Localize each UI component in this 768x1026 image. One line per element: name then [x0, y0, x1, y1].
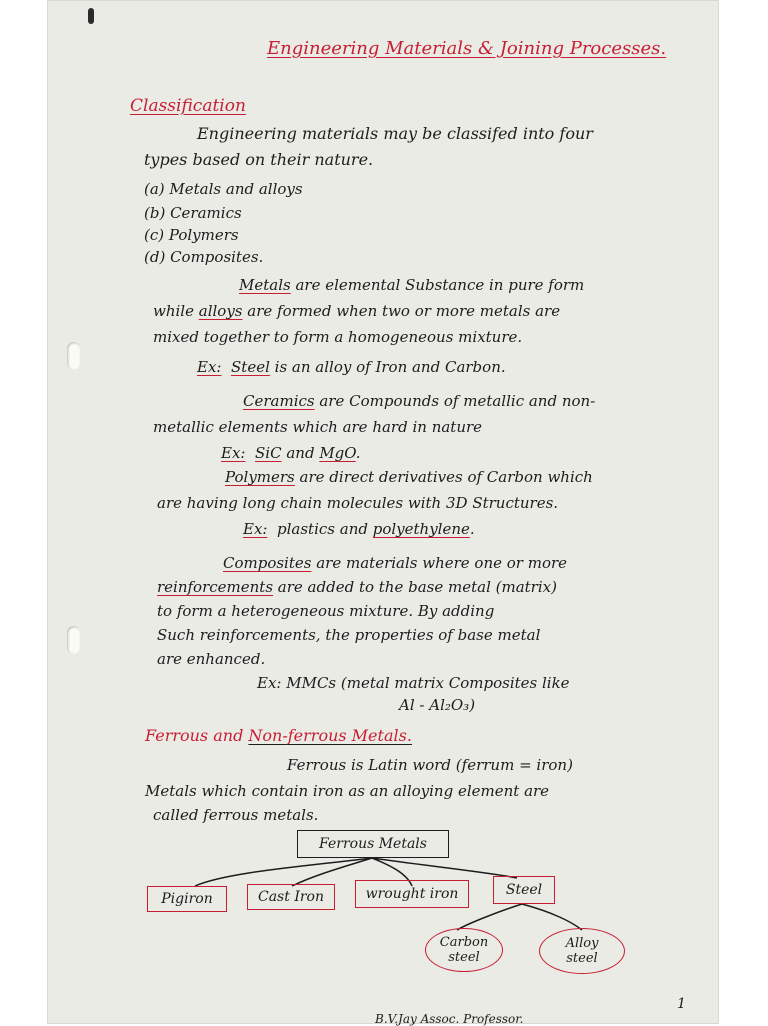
- diagram-node-cast-iron: Cast Iron: [247, 884, 335, 910]
- composites-line-3: to form a heterogeneous mixture. By adding: [157, 602, 495, 620]
- list-item: (d) Composites.: [144, 248, 264, 266]
- text: are added to the base metal (matrix): [273, 578, 557, 596]
- diagram-node-alloy-steel: [539, 928, 625, 974]
- text: .: [355, 444, 361, 462]
- notebook-page: [47, 0, 719, 1024]
- ferrous-line-3: called ferrous metals.: [153, 806, 319, 824]
- diagram-root-ferrous-metals: Ferrous Metals: [297, 830, 449, 858]
- page-title: Engineering Materials & Joining Processes.: [267, 38, 667, 59]
- ceramics-line-2: metallic elements which are hard in nature: [153, 418, 483, 436]
- example-label: Ex:: [221, 444, 246, 462]
- node-label: steel: [566, 951, 598, 966]
- node-label: steel: [448, 950, 480, 965]
- composites-example-2: Al - Al₂O₃): [399, 696, 476, 714]
- text: are formed when two or more metals are: [242, 302, 561, 320]
- list-item: (b) Ceramics: [144, 204, 242, 222]
- text: are Compounds of metallic and non-: [314, 392, 596, 410]
- list-item: (c) Polymers: [144, 226, 239, 244]
- heading-part: Ferrous and: [145, 726, 244, 745]
- text: .: [469, 520, 475, 538]
- example-label: Ex:: [197, 358, 222, 376]
- text: are elemental Substance in pure form: [290, 276, 585, 294]
- term-alloys: alloys: [198, 302, 243, 320]
- term-mgo: MgO: [319, 444, 356, 462]
- term-steel: Steel: [231, 358, 270, 376]
- text: and: [334, 520, 373, 538]
- diagram-node-carbon-steel: [425, 928, 503, 972]
- intro-line-2: types based on their nature.: [144, 150, 374, 169]
- ferrous-line-2: Metals which contain iron as an alloying element are: [145, 782, 550, 800]
- heading-part: Non-ferrous Metals.: [248, 726, 412, 745]
- node-label: Alloy: [565, 936, 599, 951]
- term-reinforcements: reinforcements: [157, 578, 274, 596]
- list-item: (a) Metals and alloys: [144, 180, 303, 198]
- polymers-line-2: are having long chain molecules with 3D Structures.: [157, 494, 559, 512]
- text: are direct derivatives of Carbon which: [294, 468, 593, 486]
- metals-line-3: mixed together to form a homogeneous mixture.: [153, 328, 523, 346]
- diagram-connectors: [47, 0, 719, 1024]
- term-ceramics: Ceramics: [243, 392, 315, 410]
- page-number: 1: [677, 996, 686, 1012]
- ferrous-line-1: Ferrous is Latin word (ferrum = iron): [287, 756, 573, 774]
- term-polymers: Polymers: [225, 468, 295, 486]
- example-label: Ex:: [243, 520, 268, 538]
- term-composites: Composites: [223, 554, 312, 572]
- composites-example-1: Ex: MMCs (metal matrix Composites like: [257, 674, 570, 692]
- diagram-node-steel: Steel: [493, 876, 555, 904]
- text: is an alloy of Iron and Carbon.: [269, 358, 506, 376]
- section-heading-classification: Classification: [130, 96, 246, 116]
- composites-line-4: Such reinforcements, the properties of base metal: [157, 626, 541, 644]
- diagram-node-pigiron: Pigiron: [147, 886, 227, 912]
- term-sic: SiC: [255, 444, 282, 462]
- term-metals: Metals: [239, 276, 291, 294]
- node-label: Carbon: [439, 935, 489, 950]
- text: while: [153, 302, 199, 320]
- composites-line-5: are enhanced.: [157, 650, 266, 668]
- term-polyethylene: polyethylene: [372, 520, 470, 538]
- diagram-node-wrought-iron: wrought iron: [355, 880, 469, 908]
- text: are materials where one or more: [311, 554, 568, 572]
- text: plastics: [277, 520, 335, 538]
- text: and: [281, 444, 320, 462]
- signature: B.V.Jay Assoc. Professor.: [375, 1012, 524, 1026]
- intro-line-1: Engineering materials may be classifed into four: [197, 124, 593, 143]
